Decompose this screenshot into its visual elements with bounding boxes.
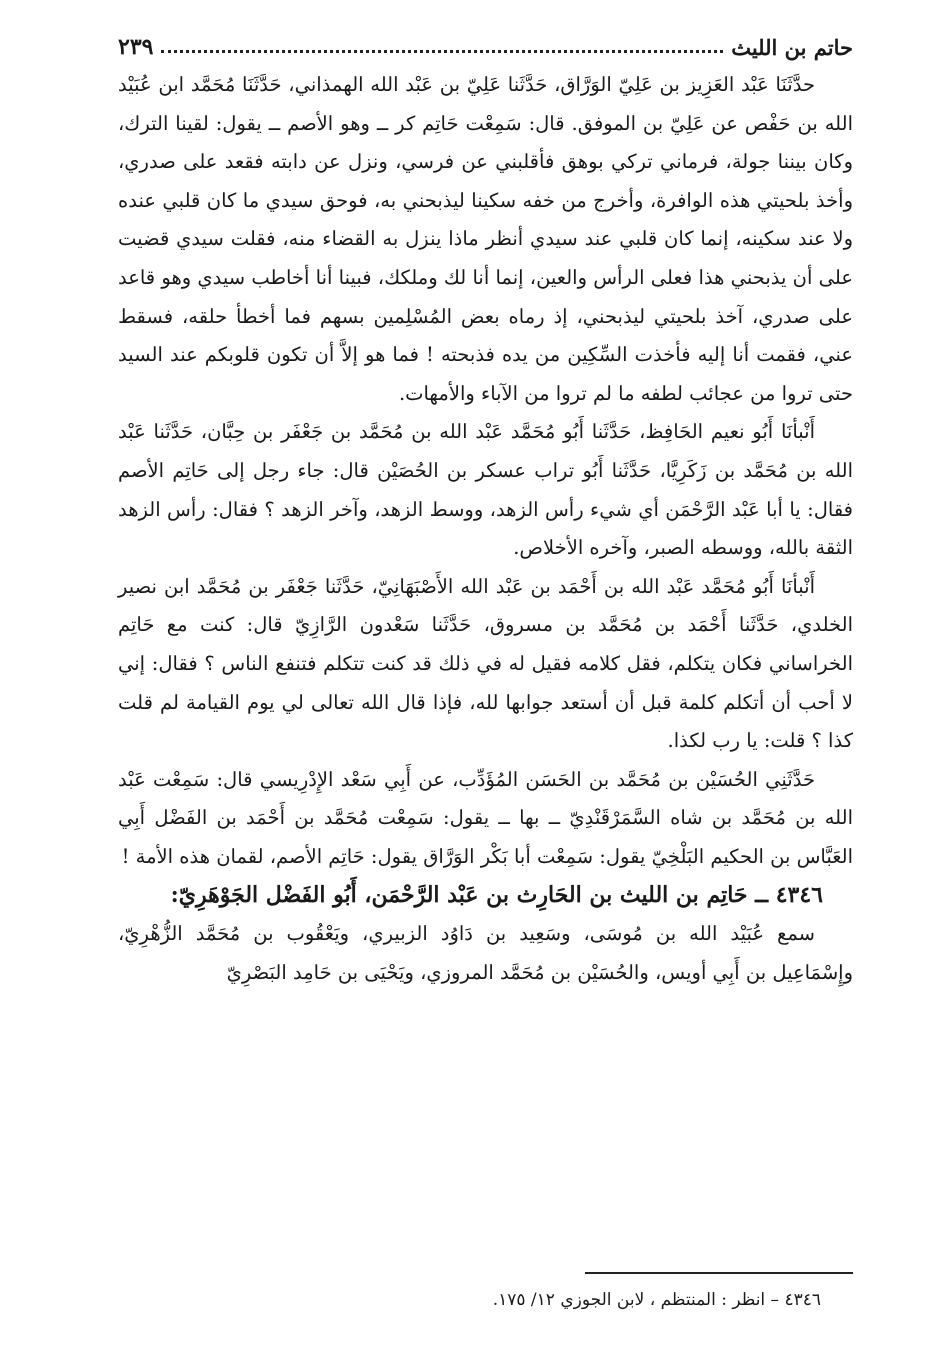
page-number: ٢٣٩ xyxy=(118,34,154,60)
running-head xyxy=(118,28,853,60)
body-text xyxy=(118,66,853,992)
footnote: ٤٣٤٦ – انظر : المنتظم ، لابن الجوزي ١٢/ ١٧٥. xyxy=(492,1290,821,1310)
paragraph-1: حدَّثَنَا عَبْد العَزِيز بن عَلِيّ الوَرَّاق، حَدَّثَنا عَلِيّ بن عَبْد الله الهمذاني، حَدَّثَنَا مُحَمَّد ابن عُبَيْد الله بن حَفْص عن عَلِيّ بن الموفق. قال: سَمِعْت حَاتِم كر ــ وهو الأصم ــ يقول: لقينا الترك، وكان بيننا جولة، فرماني تركي بوهق فأقلبني عن فرسي، ونزل عن دابته فقعد على صدري، وأخذ بلحيتي هذه الوافرة، وأخرج من خفه سكينا ليذبحني به، فوحق سيدي ما كان قلبي عنده ولا عند سكينه، إنما كان قلبي عند سيدي أنظر ماذا ينزل به القضاء منه، فقلت سيدي قضيت على أن يذبحني هذا فعلى الرأس والعين، إنما أنا لك وملكك، فبينا أنا أخاطب سيدي وهو قاعد على صدري، آخذ بلحيتي ليذبحني، إذ رماه بعض المُسْلِمين بسهم فما أخطأ حلقه، فسقط عني، فقمت أنا إليه فأخذت السِّكِين من يده فذبحته ! فما هو إلاَّ أن تكون قلوبكم عند السيد حتى تروا من عجائب لطفه ما لم تروا من الآباء والأمهات. xyxy=(118,73,853,405)
entry-text: سمع عُبَيْد الله بن مُوسَى، وسَعِيد بن دَاوُد الزبيري، ويَعْقُوب بن مُحَمَّد الزُّهْرِيّ، وإِسْمَاعِيل بن أَبِي أويس، والحُسَيْن بن مُحَمَّد المروزي، ويَحْيَى بن حَامِد البَصْرِيّ xyxy=(118,922,853,984)
footnote-divider xyxy=(585,1272,853,1274)
paragraph-2: أَنْبأنَا أَبُو نعيم الحَافِظ، حَدَّثَنا أَبُو مُحَمَّد عَبْد الله بن مُحَمَّد بن جَعْفَر بن حِبَّان، حَدَّثَنا عَبْد الله بن مُحَمَّد بن زَكَرِيَّا، حَدَّثَنا أَبُو تراب عسكر بن الحُصَيْن قال: جاء رجل إلى حَاتِم الأصم فقال: يا أبا عَبْد الرَّحْمَن أي شيء رأس الزهد، ووسط الزهد، وآخر الزهد ؟ فقال: رأس الزهد الثقة بالله، ووسطه الصبر، وآخره الأخلاص. xyxy=(118,420,853,560)
entry-heading: ٤٣٤٦ ــ حَاتِم بن الليث بن الحَارِث بن عَبْد الرَّحْمَن، أَبُو الفَضْل الجَوْهَرِيّ: xyxy=(170,882,823,909)
paragraph-4: حَدَّثَنِي الحُسَيْن بن مُحَمَّد بن الحَسَن المُؤَدِّب، عن أَبِي سَعْد الإِدْرِيسي قال: سَمِعْت عَبْد الله بن مُحَمَّد بن شاه السَّمَرْقَنْدِيّ ــ بها ــ يقول: سَمِعْت مُحَمَّد بن أَحْمَد بن الفَضْل أَبِي العَبَّاس بن الحكيم البَلْخِيّ يقول: سَمِعْت أبا بَكْر الوَرَّاق يقول: حَاتِم الأصم، لقمان هذه الأمة ! xyxy=(118,767,853,868)
running-head-title: حاتم بن الليث xyxy=(731,35,853,60)
running-head-leader-dots xyxy=(161,50,723,53)
paragraph-3: أَنْبأنَا أَبُو مُحَمَّد عَبْد الله بن أَحْمَد بن عَبْد الله الأَصْبَهَانِيّ، حَدَّثَنا جَعْفَر بن مُحَمَّد ابن نصير الخلدي، حَدَّثَنا أَحْمَد بن مُحَمَّد بن مسروق، حَدَّثَنا سَعْدون الرَّازِيّ قال: كنت مع حَاتِم الخراساني فكان يتكلم، فقل كلامه فقيل له في ذلك قد كنت تتكلم فتنفع الناس ؟ فقال: إني لا أحب أن أتكلم كلمة قبل أن أستعد جوابها لله، فإذا قال الله تعالى لي يوم القيامة لم قلت كذا ؟ قلت: يا رب لكذا. xyxy=(118,574,853,753)
